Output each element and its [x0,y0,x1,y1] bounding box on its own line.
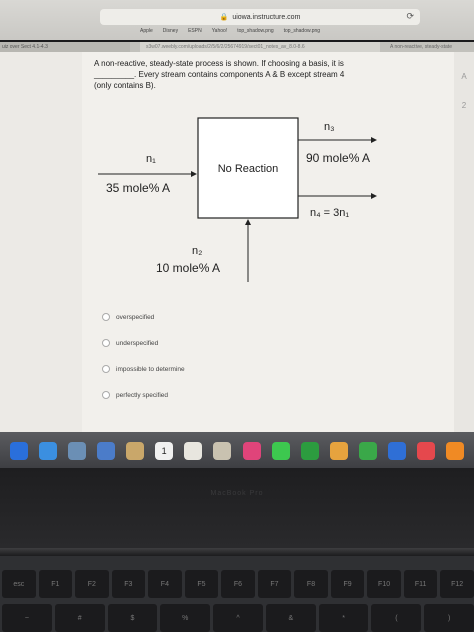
number-key[interactable]: * [319,604,369,632]
reminders-icon[interactable] [184,442,202,460]
option-impossible[interactable] [102,356,185,382]
stream-3-composition: 90 mole% A [306,151,371,165]
question-line-1: A non-reactive, steady-state process is shown. If choosing a basis, it is [94,59,344,68]
radio-button[interactable] [102,339,110,347]
address-bar[interactable] [100,9,420,25]
number-key[interactable]: ^ [213,604,263,632]
right-margin [454,52,474,432]
music-icon[interactable] [417,442,435,460]
page-viewport [0,52,474,432]
stream-3-label: n₃ [324,121,335,133]
right-margin-char-1: A [461,72,467,81]
number-key[interactable]: $ [108,604,158,632]
number-key-row [0,604,474,632]
number-key[interactable]: ) [424,604,474,632]
fn-key[interactable]: F8 [294,570,328,598]
fn-key[interactable]: F3 [112,570,146,598]
fn-key[interactable]: F5 [185,570,219,598]
stream-2-composition: 10 mole% A [156,261,221,275]
tab-quiz[interactable]: uiz over Sect 4.1-4.3 [0,42,130,52]
tab-notes[interactable]: s3w07.weebly.com/uploads/2/5/6/2/25674919/sect01_notes_av_8.0-8.6 [140,42,380,52]
pages-icon[interactable] [330,442,348,460]
fn-key[interactable]: F4 [148,570,182,598]
question-text [94,58,414,91]
radio-button[interactable] [102,313,110,321]
slideshow-icon[interactable] [213,442,231,460]
answer-options [102,304,185,408]
fn-key[interactable]: F10 [367,570,401,598]
stream-4-label: n₄ = 3n₁ [310,207,350,219]
keynote-icon[interactable] [388,442,406,460]
lock-icon: 🔒 [219,14,229,21]
address-text: uiowa.instructure.com [232,13,301,21]
radio-button[interactable] [102,365,110,373]
process-diagram [88,104,448,284]
books-icon[interactable] [446,442,464,460]
tab-question[interactable]: A non-reactive, steady-state [390,44,452,50]
option-label: overspecified [116,313,155,321]
fn-key[interactable]: esc [2,570,36,598]
option-label: perfectly specified [116,391,169,399]
question-line-2: _________. Every stream contains components A & B except stream 4 [94,70,345,79]
right-margin-char-2: 2 [461,101,467,110]
bookmark-disney[interactable]: Disney [162,28,179,34]
finder-icon[interactable] [10,442,28,460]
stream-1-composition: 35 mole% A [106,181,171,195]
stream-2-label: n₂ [192,245,203,257]
bookmark-top-shadow-1[interactable]: top_shadow.png [237,28,274,34]
fn-key[interactable]: F2 [75,570,109,598]
number-key[interactable]: ~ [2,604,52,632]
fn-key[interactable]: F12 [440,570,474,598]
facetime-icon[interactable] [301,442,319,460]
bookmark-espn[interactable]: ESPN [188,28,202,34]
dock-background [0,432,474,468]
brand-label: MacBook Pro [210,490,264,497]
keyboard [0,556,474,632]
safari-icon[interactable] [39,442,57,460]
fn-key[interactable]: F7 [258,570,292,598]
number-key[interactable]: # [55,604,105,632]
bookmark-top-shadow-2[interactable]: top_shadow.png [283,28,321,34]
laptop-hinge [0,548,474,556]
option-label: impossible to determine [116,365,185,373]
notes-icon[interactable] [126,442,144,460]
dock [0,440,474,462]
fn-key[interactable]: F1 [39,570,73,598]
option-perfectly-specified[interactable] [102,382,185,408]
messages-icon[interactable] [272,442,290,460]
numbers-icon[interactable] [359,442,377,460]
bookmark-yahoo[interactable]: Yahoo! [211,28,228,34]
reload-icon[interactable]: ⟳ [406,11,414,21]
photo-icon[interactable] [68,442,86,460]
question-content [88,52,448,432]
calendar-icon[interactable]: 1 [155,442,173,460]
option-overspecified[interactable] [102,304,185,330]
option-underspecified[interactable] [102,330,185,356]
radio-button[interactable] [102,391,110,399]
fn-key[interactable]: F11 [404,570,438,598]
browser-toolbar [0,0,474,40]
fn-key[interactable]: F9 [331,570,365,598]
number-key[interactable]: % [160,604,210,632]
tab-strip [0,42,474,52]
box-label: No Reaction [217,163,279,175]
number-key[interactable]: & [266,604,316,632]
stream-1-label: n₁ [146,153,156,165]
option-label: underspecified [116,339,159,347]
photos-icon[interactable] [243,442,261,460]
bookmark-apple[interactable]: Apple [140,28,153,34]
question-line-3: (only contains B). [94,81,156,90]
laptop-bezel [0,468,474,548]
number-key[interactable]: ( [371,604,421,632]
function-key-row [0,570,474,598]
mail-icon[interactable] [97,442,115,460]
fn-key[interactable]: F6 [221,570,255,598]
left-margin [0,52,82,432]
bookmarks-bar [140,28,320,34]
